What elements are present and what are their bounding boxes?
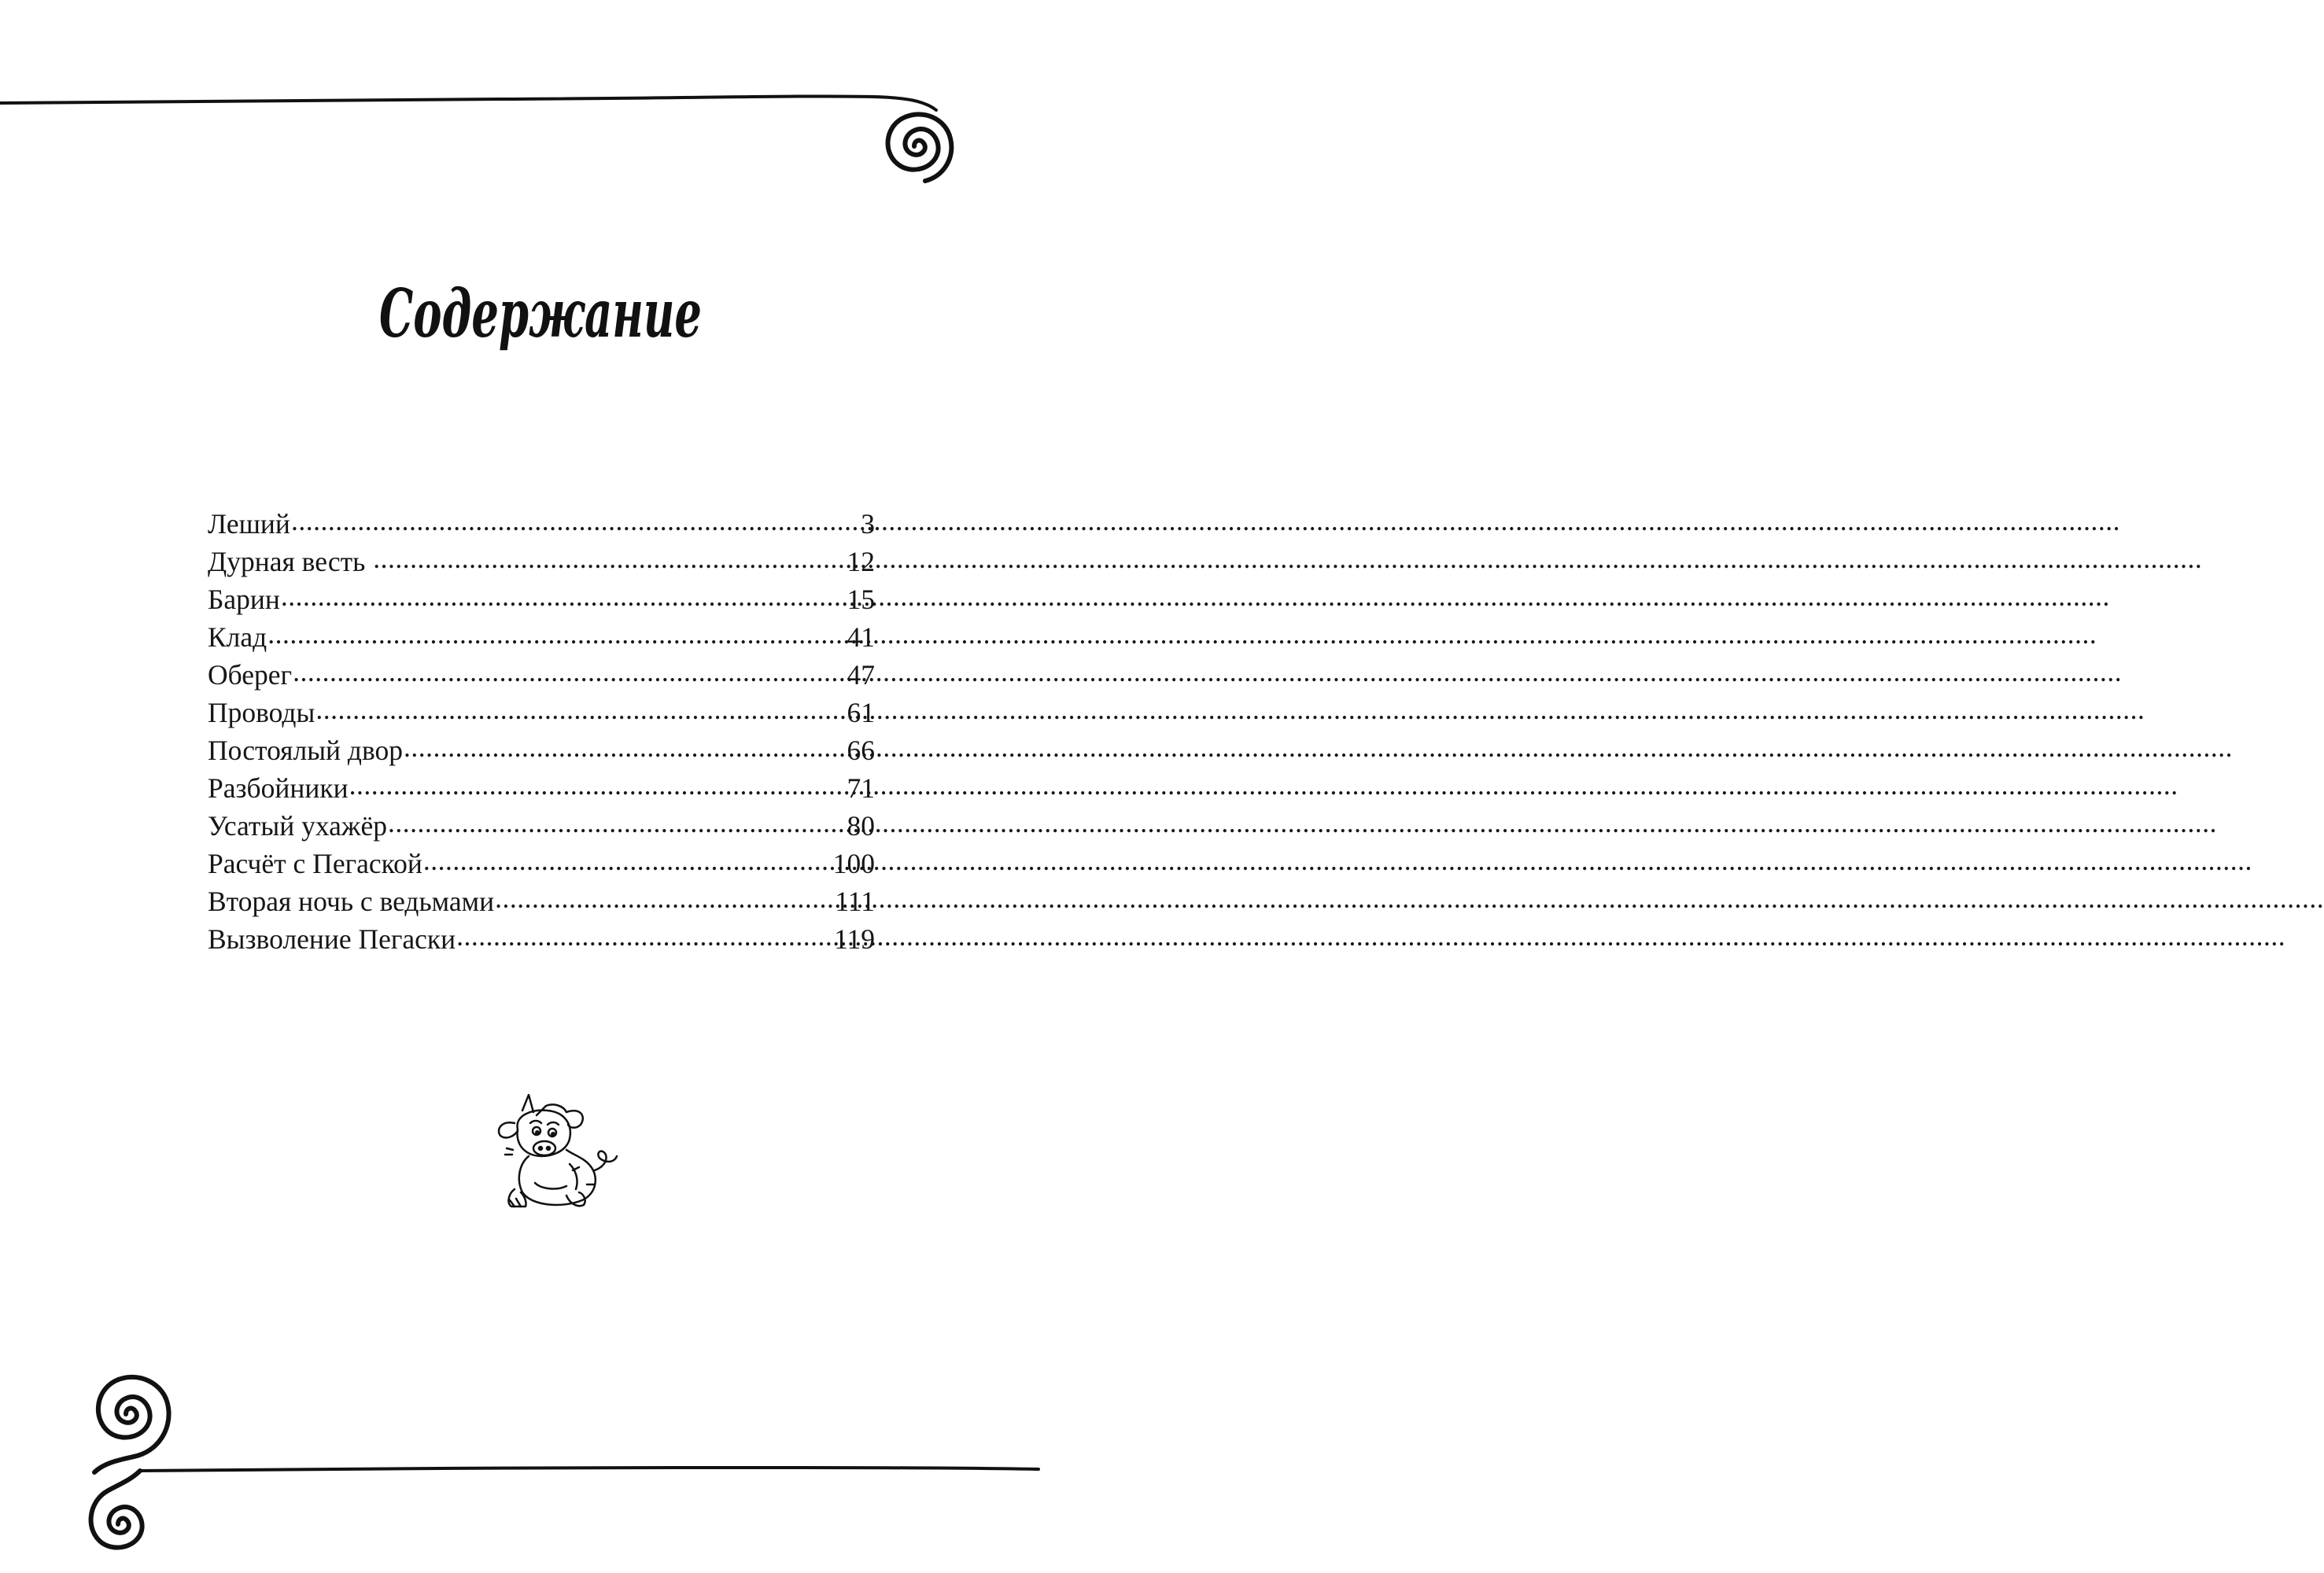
toc-entry-page: 3 — [861, 508, 875, 540]
toc-leader-dots — [315, 694, 846, 723]
top-border-decoration — [0, 0, 1038, 189]
piglet-illustration — [491, 1089, 629, 1214]
toc-entry-title: Оберег — [208, 659, 293, 691]
toc-entry[interactable] — [208, 618, 875, 656]
toc-entry[interactable] — [208, 543, 875, 580]
toc-leader-dots — [267, 619, 846, 647]
toc-entry-page: 71 — [847, 772, 875, 804]
toc-entry-page: 41 — [847, 621, 875, 653]
toc-entry-title: Разбойники — [208, 772, 349, 804]
toc-leader-dots — [456, 921, 833, 949]
toc-entry-page: 100 — [832, 848, 875, 879]
toc-entry[interactable] — [208, 731, 875, 769]
toc-entry[interactable] — [208, 580, 875, 618]
toc-entry-title: Вызволение Пегаски — [208, 923, 456, 955]
toc-leader-dots — [495, 883, 834, 912]
toc-leader-dots — [388, 808, 847, 836]
toc-leader-dots — [293, 657, 846, 685]
page-title: Содержание — [379, 274, 702, 352]
spiral-icon — [888, 114, 952, 181]
toc-entry-title: Дурная весть — [208, 546, 373, 577]
table-of-contents — [208, 505, 875, 958]
toc-entry-title: Усатый ухажёр — [208, 810, 387, 842]
toc-leader-dots — [291, 506, 860, 534]
toc-entry[interactable] — [208, 694, 875, 731]
spiral-icon — [94, 1377, 169, 1472]
toc-entry[interactable] — [208, 920, 875, 958]
toc-entry-title: Проводы — [208, 697, 315, 728]
toc-leader-dots — [373, 543, 846, 572]
toc-entry-title: Постоялый двор — [208, 735, 403, 766]
toc-entry-page: 47 — [847, 659, 875, 691]
toc-leader-dots — [349, 770, 847, 798]
toc-entry-title: Расчёт с Пегаской — [208, 848, 422, 879]
toc-entry-page: 80 — [847, 810, 875, 842]
page-title-calligraphy — [371, 250, 717, 376]
spiral-icon — [91, 1471, 142, 1548]
toc-entry[interactable] — [208, 656, 875, 694]
toc-entry-page: 119 — [834, 923, 875, 955]
toc-entry-title: Клад — [208, 621, 267, 653]
toc-entry-page: 15 — [847, 584, 875, 615]
toc-leader-dots — [404, 732, 847, 761]
toc-entry-page: 111 — [835, 886, 875, 917]
toc-entry[interactable] — [208, 845, 875, 882]
toc-leader-dots — [281, 581, 847, 610]
toc-leader-dots — [423, 845, 832, 874]
toc-entry[interactable] — [208, 505, 875, 543]
toc-entry-title: Барин — [208, 584, 280, 615]
toc-entry[interactable] — [208, 769, 875, 807]
toc-entry-page: 66 — [847, 735, 875, 766]
toc-entry[interactable] — [208, 882, 875, 920]
toc-entry[interactable] — [208, 807, 875, 845]
toc-entry-title: Леший — [208, 508, 290, 540]
toc-entry-page: 61 — [847, 697, 875, 728]
toc-entry-title: Вторая ночь с ведьмами — [208, 886, 495, 917]
toc-entry-page: 12 — [847, 546, 875, 577]
